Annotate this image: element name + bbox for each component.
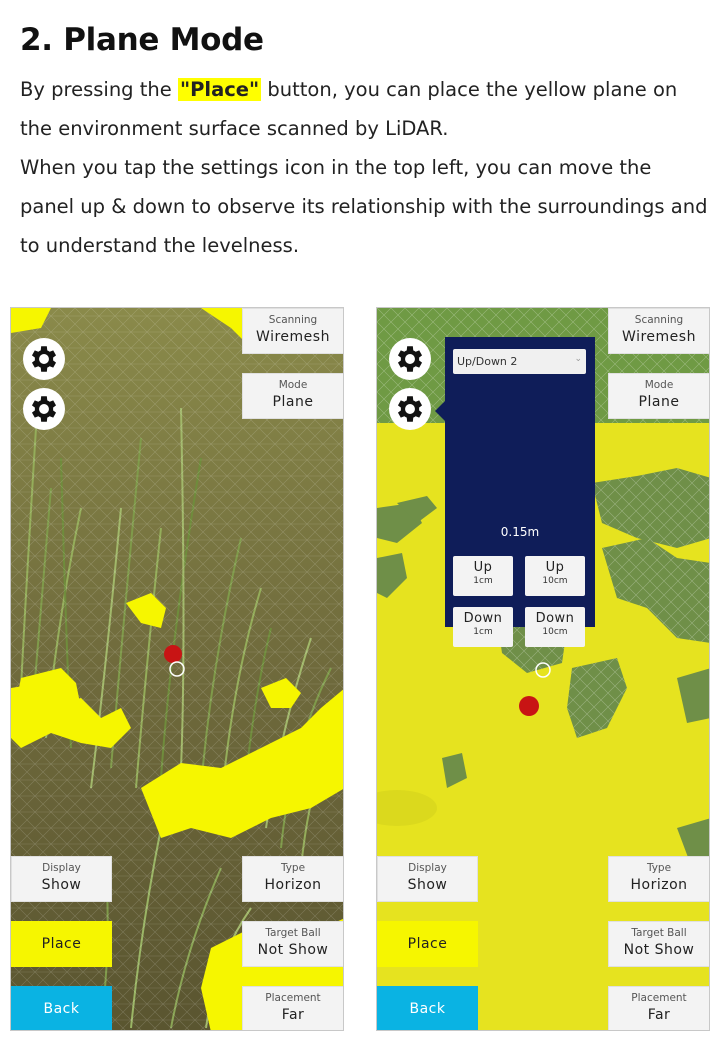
scanning-button[interactable] [242,308,344,354]
scanning-label: Scanning [268,314,318,326]
back-button[interactable]: Back [11,986,112,1031]
display-button[interactable] [377,856,478,902]
down-10cm-button[interactable] [525,607,585,647]
scanning-value: Wiremesh [256,329,330,345]
mode-value: Plane [638,394,680,410]
gear-icon[interactable] [23,338,65,380]
type-label: Type [280,862,306,874]
panel-pointer [435,399,447,423]
up-1cm-label: Up [473,560,493,575]
down-1cm-label: Down [463,611,503,626]
display-label: Display [42,862,81,874]
down-1cm-button[interactable] [453,607,513,647]
type-value: Horizon [264,877,322,893]
placement-value: Far [281,1007,305,1023]
target-ball-button[interactable] [242,921,344,967]
description-line2: When you tap the settings icon in the top left, you can move the panel up & down to observe its relationship with the surroundings and to understand the levelness. [20,156,708,257]
display-label: Display [408,862,447,874]
chevron-down-icon: ⌄ [574,354,582,364]
gear-icon[interactable] [389,388,431,430]
gear-icon[interactable] [23,388,65,430]
display-button[interactable] [11,856,112,902]
target-ball-value: Not Show [257,942,329,958]
placement-button[interactable] [608,986,710,1031]
gear-icon[interactable] [389,338,431,380]
down-1cm-sub: 1cm [473,627,493,637]
target-ball-icon [519,696,539,716]
mode-label: Mode [644,379,674,391]
target-ball-label: Target Ball [265,927,321,939]
description [20,70,710,265]
placement-label: Placement [265,992,321,1004]
step-mode-dropdown[interactable] [453,349,586,374]
description-line1-after: button, you can place the yellow plane on the environment surface scanned by LiDAR. [20,78,678,140]
up-10cm-label: Up [545,560,565,575]
scanning-button[interactable] [608,308,710,354]
back-button[interactable]: Back [377,986,478,1031]
phone-screen-left [10,307,344,1031]
offset-value: 0.15m [500,525,540,539]
up-1cm-button[interactable] [453,556,513,596]
up-1cm-sub: 1cm [473,576,493,586]
plane-adjust-panel [445,337,595,637]
dropdown-selected: Up/Down 2 [457,355,518,368]
description-line1-before: By pressing the [20,78,178,101]
mode-label: Mode [278,379,308,391]
mode-button[interactable] [608,373,710,419]
page-title: 2. Plane Mode [20,22,264,58]
placement-button[interactable] [242,986,344,1031]
down-10cm-sub: 10cm [542,627,568,637]
up-10cm-sub: 10cm [542,576,568,586]
display-value: Show [41,877,82,893]
up-10cm-button[interactable] [525,556,585,596]
mode-value: Plane [272,394,314,410]
display-value: Show [407,877,448,893]
target-ball-label: Target Ball [631,927,687,939]
target-ball-value: Not Show [623,942,695,958]
target-ball-icon [164,645,182,663]
phone-screen-right [376,307,710,1031]
type-label: Type [646,862,672,874]
target-ball-button[interactable] [608,921,710,967]
type-button[interactable] [608,856,710,902]
place-button[interactable]: Place [377,921,478,967]
down-10cm-label: Down [535,611,575,626]
scanning-value: Wiremesh [622,329,696,345]
scanning-label: Scanning [634,314,684,326]
type-value: Horizon [630,877,688,893]
place-button[interactable]: Place [11,921,112,967]
mode-button[interactable] [242,373,344,419]
placement-value: Far [647,1007,671,1023]
type-button[interactable] [242,856,344,902]
placement-label: Placement [631,992,687,1004]
place-highlight: "Place" [179,78,260,101]
